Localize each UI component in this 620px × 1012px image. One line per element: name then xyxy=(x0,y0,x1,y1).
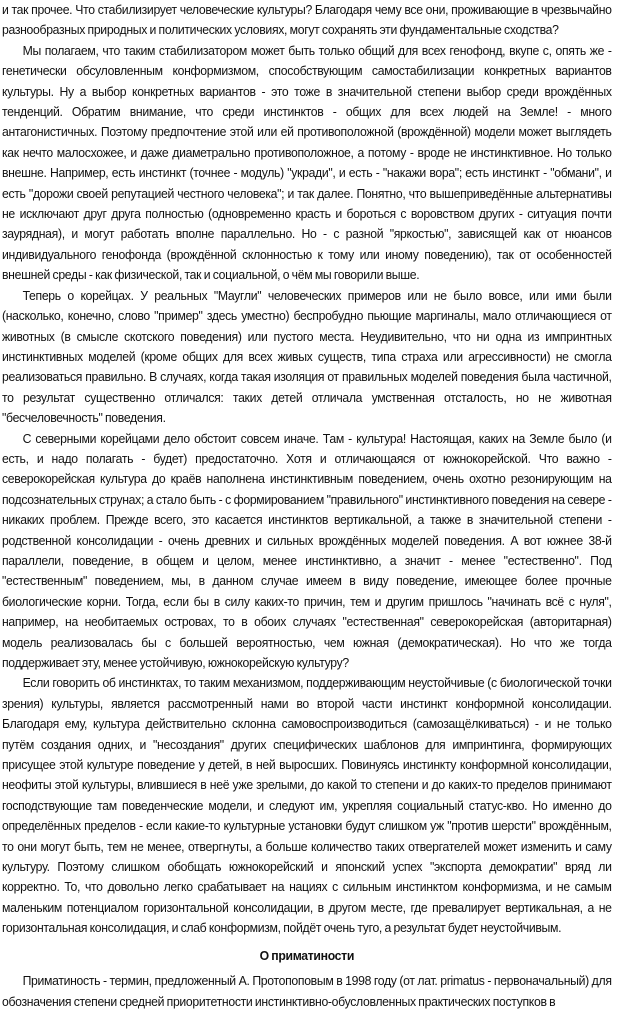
paragraph: Если говорить об инстинктах, то таким механизмом, поддерживающим неустойчивые (с биологической точки зрения) культуры, является рассмотренный нами во второй части инстинкт конформной консолидации. Благодаря ему, культура действительно склонна самовоспроизводиться (самозащёлкиваться) - и не только путём создания одних, и "несоздания" других специфических шаблонов для импринтинга, формирующих присущее этой культуре поведение у детей, в ней выросших. Повинуясь инстинкту конформной консолидации, неофиты этой культуры, влившиеся в неё уже зрелыми, до какой то степени и до каких-то пределов принимают господствующие там поведенческие модели, и следуют им, укрепляя социальный статус-кво. Но именно до определённых пределов - если какие-то культурные установки будут слишком уж "против шерсти" врождённым, то они могут быть, тем не менее, отвергнуты, а больше количество таких отвергателей может изменить и саму культуру. Поэтому слишком обобщать южнокорейский и японский успех "экспорта демократии" вряд ли корректно. То, что довольно легко срабатывает на нациях с сильным инстинктом конформизма, и не самым маленьким потенциалом горизонтальной консолидации, в другом месте, где превалирует вертикальная, а не горизонтальная консолидация, и слаб конформизм, пойдёт очень туго, а результат будет неустойчивым. xyxy=(2,675,612,936)
paragraph: и так прочее. Что стабилизирует человеческие культуры? Благодаря чему все они, проживающие в чрезвычайно разнообразных природных и политических условиях, могут сохранять эти фундаментальные сходства? xyxy=(2,2,612,38)
section-heading: О приматиности xyxy=(259,947,355,963)
paragraph: Мы полагаем, что таким стабилизатором может быть только общий для всех генофонд, вкупе с, опять же - генетически обсуловленным конформизмом, способствующим самостабилизации конкретных вариантов культуры. Ну а выбор конкретных вариантов - это тоже в значительной степени выбор среди врождённых тенденций. Обратим внимание, что среди инстинктов - общих для всех людей на Земле! - много антагонистичных. Поэтому предпочтение этой или ей противоположной (врождённой) модели может выглядеть как нечто малосхожее, и даже диаметрально противоположное, а потому - вроде не инстинктивное. Но только внешне. Например, есть инстинкт (точнее - модуль) "укради", и есть - "накажи вора"; есть инстинкт - "обмани", и есть "дорожи своей репутацией честного человека"; и так далее. Понятно, что вышеприведённые альтернативы не исключают друг друга полностью (одновременно красть и бороться с воровством других - ситуация почти заурядная), и могут работать вполне параллельно. Но - с разной "яркостью", зависящей как от нюансов индивидуального генофонда (врождённой склонностью к тому или иному поведению), так от особенностей внешней среды - как физической, так и социальной, о чём мы говорили выше. xyxy=(2,42,612,283)
paragraph: С северными корейцами дело обстоит совсем иначе. Там - культура! Настоящая, каких на Земле было (и есть, и надо полагать - будет) предостаточно. Хотя и отличающаяся от южнокорейской. Что важно - северокорейская культура до краёв наполнена инстинктивным поведением, очень охотно резонирующим на подсознательных струнах; а стало быть - с формированием "правильного" инстинктивного поведения на севере - никаких проблем. Прежде всего, это касается инстинктов вертикальной, а также в значительной степени - родственной консолидации - очень древних и сильных врождённых моделей поведения. А вот южнее 38-й параллели, поведение, в общем и целом, менее инстинктивно, а значит - менее "естественно". Под "естественным" поведением, мы, в данном случае имеем в виду поведение, имеющее более прочные биологические корни. Тогда, если бы в силу каких-то причин, тем и другим пришлось "начинать всё с нуля", например, на необитаемых островах, то в обоих случаях "естественная" северокорейская (авторитарная) модель реализовалась бы с большей вероятностью, чем южная (демократическая). Но что же тогда поддерживает эту, менее устойчивую, южнокорейскую культуру? xyxy=(2,430,612,670)
document-page xyxy=(2,0,612,1012)
paragraph: Теперь о корейцах. У реальных "Маугли" человеческих примеров или не было вовсе, или ими были (насколько, конечно, слово "пример" здесь уместно) беспробудно пьющие маргиналы, мало отличающиеся от животных (в смысле скотского поведения) или пустого места. Неудивительно, что ни одна из импринтных инстинктивных моделей (кроме общих для всех живых существ, типа страха или агрессивности) не смогла реализоваться правильно. В случаях, когда такая изоляция от правильных моделей поведения была частичной, то результат существенно отличался: таких детей отличала умственная отсталость, но не животная "бесчеловечность" поведения. xyxy=(2,287,612,426)
paragraph: Приматиность - термин, предложенный А. Протопоповым в 1998 году (от лат. primatus - первоначальный) для обозначения степени средней приоритетности инстинктивно-обусловленных практических поступков в xyxy=(2,973,612,1009)
